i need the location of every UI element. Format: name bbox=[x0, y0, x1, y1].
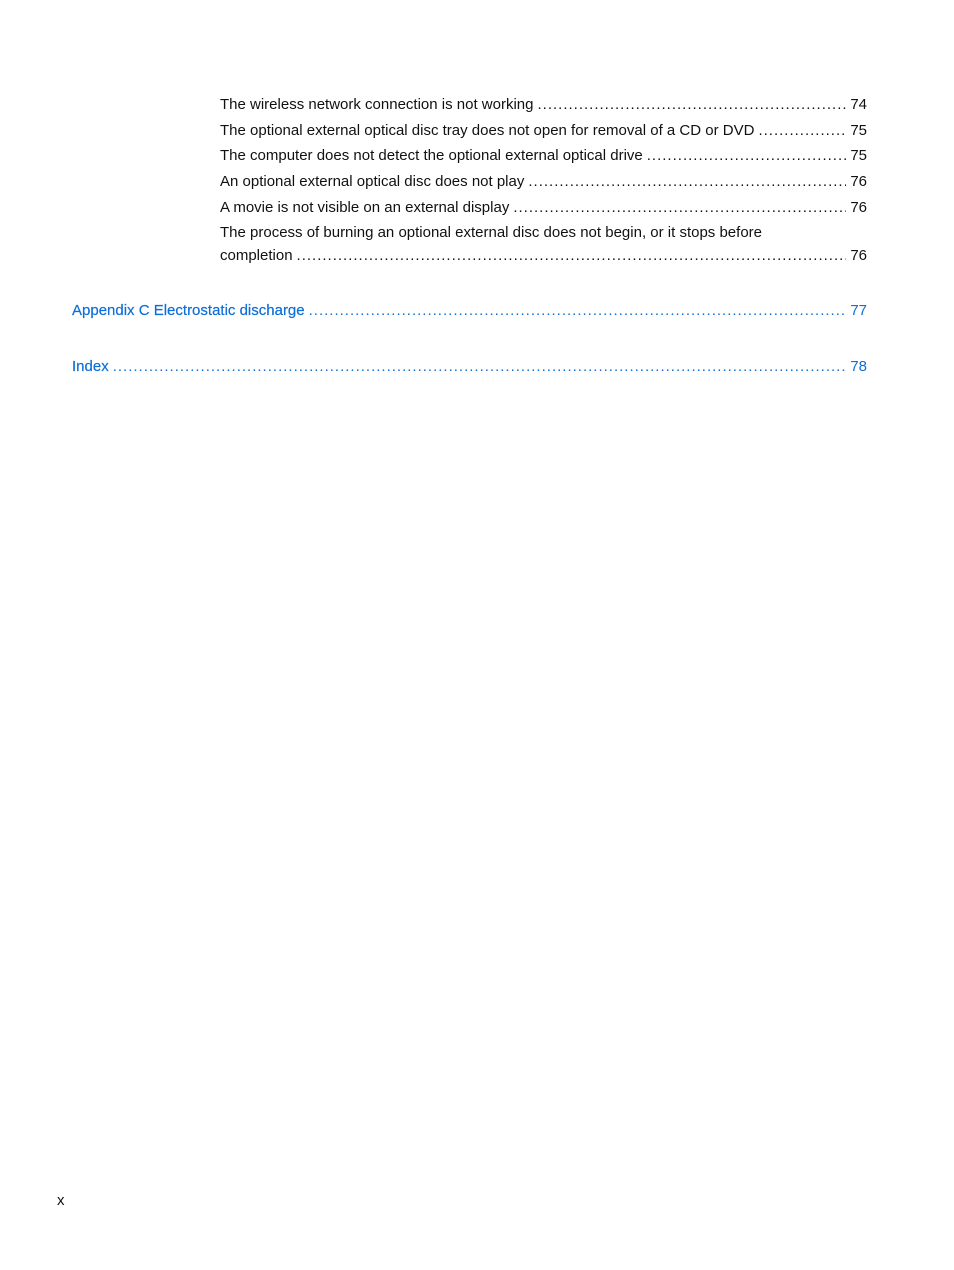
dot-leader bbox=[513, 198, 846, 218]
page-number: x bbox=[57, 1192, 65, 1209]
toc-sub-entry[interactable] bbox=[220, 146, 867, 166]
toc-sub-entry-wrapped-line2[interactable] bbox=[220, 246, 867, 266]
toc-entry-title: The wireless network connection is not working bbox=[220, 96, 534, 113]
toc-entry-page: 78 bbox=[850, 358, 867, 375]
toc-sub-entry[interactable] bbox=[220, 95, 867, 115]
dot-leader bbox=[758, 121, 846, 141]
toc-entry-page: 76 bbox=[850, 247, 867, 264]
dot-leader bbox=[113, 357, 847, 377]
toc-entry-page: 75 bbox=[850, 122, 867, 139]
toc-entry-page: 74 bbox=[850, 96, 867, 113]
toc-entry-title: An optional external optical disc does not play bbox=[220, 173, 525, 190]
dot-leader bbox=[537, 95, 846, 115]
toc-entry-page: 75 bbox=[850, 147, 867, 164]
toc-entry-title-continued: completion bbox=[220, 247, 293, 264]
toc-entry-page: 76 bbox=[850, 199, 867, 216]
toc-sub-entry-wrapped-line1[interactable] bbox=[220, 223, 867, 243]
toc-sub-entry[interactable] bbox=[220, 198, 867, 218]
dot-leader bbox=[297, 246, 847, 266]
toc-entry-title: A movie is not visible on an external display bbox=[220, 199, 510, 216]
toc-sub-entry[interactable] bbox=[220, 172, 867, 192]
toc-entry-page: 76 bbox=[850, 173, 867, 190]
toc-index-link[interactable] bbox=[72, 357, 867, 377]
dot-leader bbox=[309, 301, 847, 321]
toc-entry-title: Index bbox=[72, 358, 109, 375]
toc-sub-entry[interactable] bbox=[220, 121, 867, 141]
toc-appendix-link[interactable] bbox=[72, 301, 867, 321]
toc-entry-title: The optional external optical disc tray does not open for removal of a CD or DVD bbox=[220, 122, 755, 139]
dot-leader bbox=[647, 146, 847, 166]
toc-entry-page: 77 bbox=[850, 302, 867, 319]
dot-leader bbox=[528, 172, 846, 192]
toc-entry-title: The computer does not detect the optional external optical drive bbox=[220, 147, 643, 164]
toc-entry-title: Appendix C Electrostatic discharge bbox=[72, 302, 305, 319]
toc-entry-title: The process of burning an optional external disc does not begin, or it stops before bbox=[220, 224, 762, 241]
